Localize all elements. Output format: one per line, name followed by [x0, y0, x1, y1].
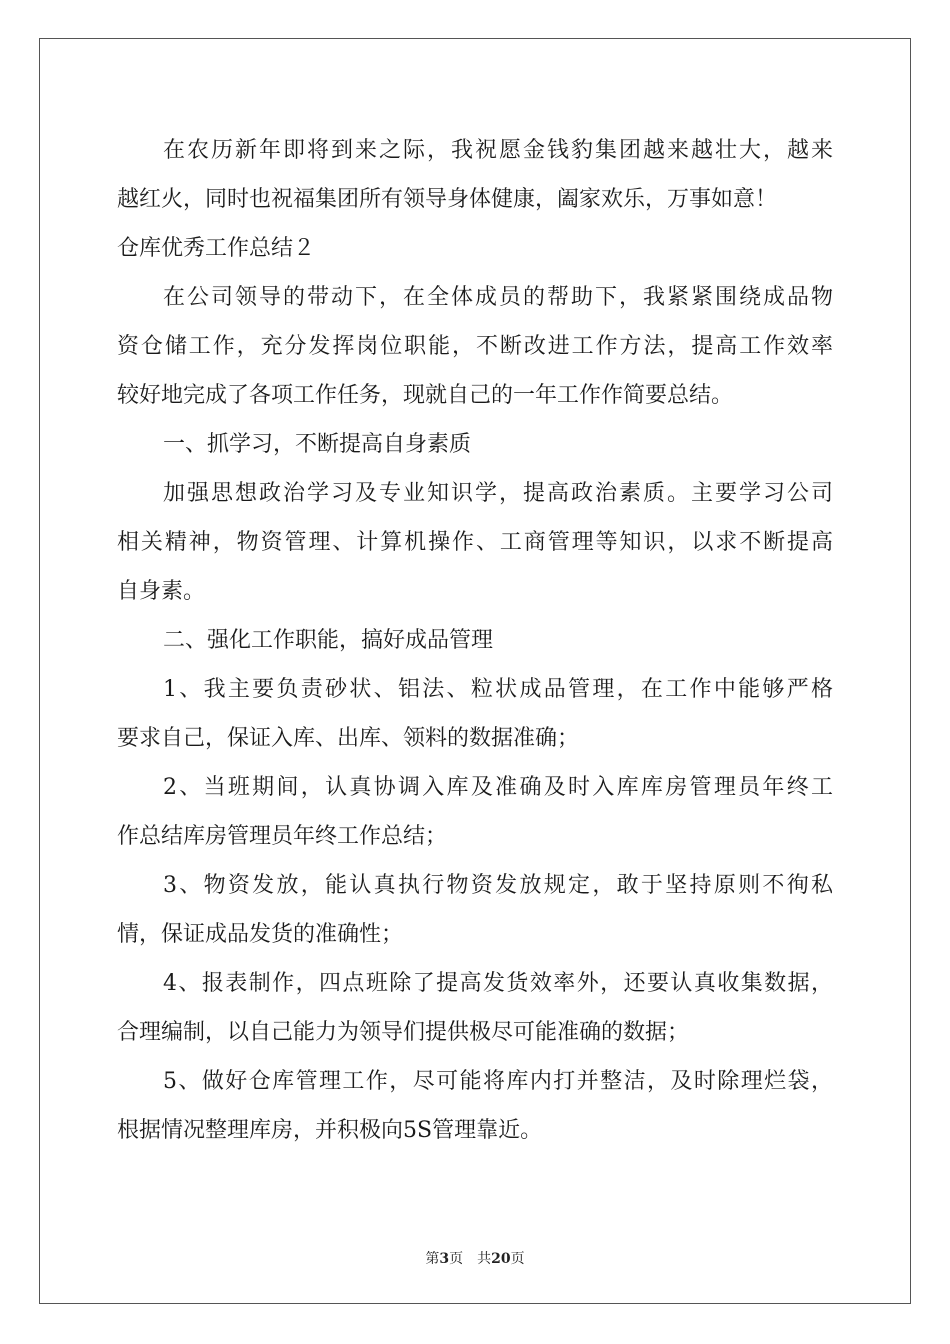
total-prefix: 共 — [477, 1251, 492, 1267]
subheading-1: 一、抓学习，不断提高自身素质 — [163, 432, 472, 457]
text-line-5: 资仓储工作，充分发挥岗位职能，不断改进工作方法，提高工作效率 — [117, 334, 833, 359]
text-line-16: 3、物资发放，能认真执行物资发放规定，敢于坚持原则不徇私 — [163, 873, 833, 898]
total-suffix: 页 — [510, 1251, 525, 1267]
text-line-12: 1、我主要负责砂状、铝法、粒状成品管理，在工作中能够严格 — [163, 677, 833, 702]
text-line-19: 合理编制，以自己能力为领导们提供极尽可能准确的数据； — [117, 1020, 690, 1045]
text-line-8: 加强思想政治学习及专业知识学，提高政治素质。主要学习公司 — [163, 481, 833, 506]
text-line-9: 相关精神，物资管理、计算机操作、工商管理等知识，以求不断提高 — [117, 530, 833, 555]
page-prefix: 第 — [425, 1251, 440, 1267]
page-number: 3 — [439, 1251, 450, 1267]
section-heading: 仓库优秀工作总结２ — [117, 236, 316, 261]
total-pages: 20 — [491, 1251, 511, 1267]
page-suffix: 页 — [449, 1251, 464, 1267]
text-line-14: 2、当班期间，认真协调入库及准确及时入库库房管理员年终工 — [163, 775, 833, 800]
text-line-17: 情，保证成品发货的准确性； — [117, 922, 404, 947]
text-line-10: 自身素。 — [117, 579, 206, 604]
text-line-1: 在农历新年即将到来之际，我祝愿金钱豹集团越来越壮大，越来 — [163, 138, 833, 163]
text-line-15: 作总结库房管理员年终工作总结； — [117, 824, 448, 849]
text-line-6: 较好地完成了各项工作任务，现就自己的一年工作作简要总结。 — [117, 383, 734, 408]
subheading-2: 二、强化工作职能，搞好成品管理 — [163, 628, 494, 653]
text-line-18: 4、报表制作，四点班除了提高发货效率外，还要认真收集数据， — [163, 971, 833, 996]
text-line-21: 根据情况整理库房，并积极向5S管理靠近。 — [117, 1118, 543, 1143]
text-line-4: 在公司领导的带动下，在全体成员的帮助下，我紧紧围绕成品物 — [163, 285, 833, 310]
text-line-20: 5、做好仓库管理工作，尽可能将库内打并整洁，及时除理烂袋， — [163, 1069, 833, 1094]
document-body — [117, 126, 833, 1155]
page-footer — [0, 1248, 950, 1268]
text-line-2: 越红火，同时也祝福集团所有领导身体健康，阖家欢乐，万事如意！ — [117, 187, 778, 212]
text-line-13: 要求自己，保证入库、出库、领料的数据准确； — [117, 726, 580, 751]
